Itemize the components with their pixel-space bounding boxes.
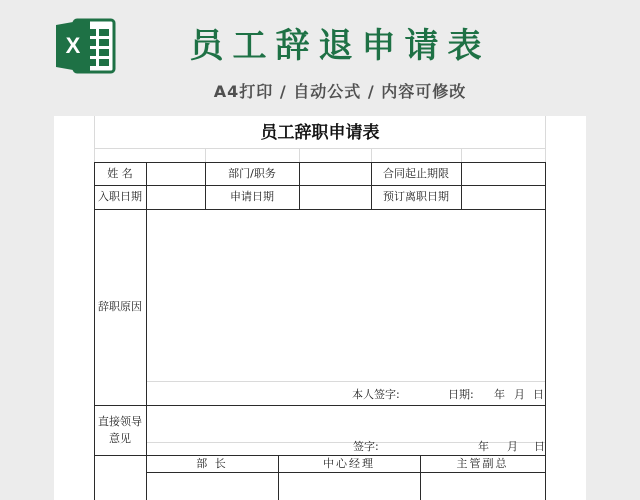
month-label: 月	[514, 388, 525, 401]
reason-textarea[interactable]	[147, 210, 545, 381]
supervisor-day-label: 日	[534, 440, 545, 453]
supervisor-label: 直接领导	[98, 415, 142, 428]
apply-date-label: 申请日期	[230, 190, 274, 203]
year-label: 年	[494, 388, 505, 401]
dept-field[interactable]	[299, 162, 371, 185]
supervisor-year-label: 年	[478, 440, 489, 453]
supervisor-opinion-field[interactable]	[147, 406, 545, 442]
svg-text:X: X	[65, 33, 81, 58]
contract-label: 合同起止期限	[383, 167, 449, 180]
apply-date-field[interactable]	[299, 186, 371, 209]
center-manager-approval-field[interactable]	[279, 473, 420, 500]
gridline	[371, 148, 372, 163]
gridline	[94, 148, 546, 149]
table-border	[94, 455, 546, 456]
table-border	[545, 162, 546, 500]
entry-date-label: 入职日期	[98, 190, 142, 203]
excel-icon	[56, 17, 116, 75]
contract-field[interactable]	[461, 162, 545, 185]
self-signature-label: 本人签字:	[352, 388, 400, 401]
table-border	[94, 162, 95, 500]
day-label: 日	[533, 388, 544, 401]
date-label: 日期:	[448, 388, 474, 401]
template-banner	[0, 0, 640, 112]
leave-date-label: 预订离职日期	[383, 190, 449, 203]
supervisor-signature-label: 签字:	[353, 440, 379, 453]
supervisor-label-line2: 意见	[109, 432, 131, 445]
gridline	[146, 381, 545, 382]
banner-subtitle: A4打印 / 自动公式 / 内容可修改	[213, 82, 467, 101]
vice-president-approval-field[interactable]	[421, 473, 545, 500]
vice-president-column-header: 主管副总	[456, 457, 509, 470]
gridline	[299, 148, 300, 163]
form-title: 员工辞职申请表	[260, 123, 380, 143]
banner-title: 员工辞退申请表	[189, 26, 491, 66]
leave-date-field[interactable]	[461, 186, 545, 209]
spreadsheet-page	[54, 116, 586, 500]
entry-date-field[interactable]	[146, 186, 205, 209]
supervisor-month-label: 月	[507, 440, 518, 453]
dept-label: 部门/职务	[228, 167, 276, 180]
name-label: 姓 名	[107, 167, 133, 180]
reason-label: 辞职原因	[98, 300, 142, 313]
gridline	[461, 148, 462, 163]
minister-approval-field[interactable]	[147, 473, 278, 500]
center-manager-column-header: 中心经理	[323, 457, 375, 470]
minister-column-header: 部 长	[196, 457, 228, 470]
gridline	[205, 148, 206, 163]
